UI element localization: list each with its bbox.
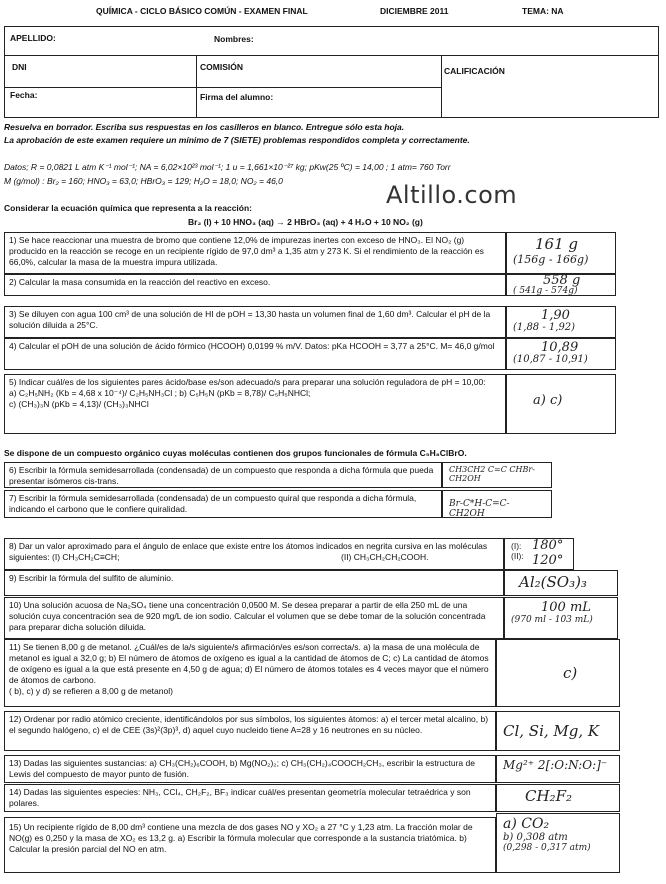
fecha-label: Fecha: bbox=[10, 90, 38, 100]
question-9: 9) Escribir la fórmula del sulfito de aluminio. bbox=[4, 570, 504, 596]
question-3: 3) Se diluyen con agua 100 cm³ de una solución de HI de pOH = 13,30 hasta un volumen final de 1,60 dm³. Calcular el pH de la solución diluida a 25°C. bbox=[4, 306, 506, 338]
exam-tema: TEMA: NA bbox=[522, 6, 564, 16]
answer-box-14: CH₂F₂ bbox=[496, 784, 620, 812]
answer-box-5: a) c) bbox=[506, 374, 616, 434]
question-12: 12) Ordenar por radio atómico creciente, identificándolos por sus símbolos, los siguientes átomos: a) el tercer metal alcalino, b) el segundo halógeno, c) el de CEE (3s)²(3p)³, d) aquel cuyo nucleido tiene A=28 y 16 neutrones en su núcleo. bbox=[4, 711, 496, 751]
answer-box-8: (I): (II): bbox=[504, 538, 574, 570]
question-13: 13) Dadas las siguientes sustancias: a) CH₃(CH₂)₆COOH, b) Mg(NO₂)₂; c) CH₃(CH₂)₄COOCH₂CH₃, escribir la estructura de Lewis del compuesto de mayor punto de fusión. bbox=[4, 755, 496, 783]
section2-intro: Se dispone de un compuesto orgánico cuyas moléculas contienen dos grupos funcionales de fórmula C₅H₈ClBrO. bbox=[4, 448, 467, 458]
apellido-label: APELLIDO: bbox=[10, 33, 56, 43]
datos-line2: M (g/mol) : Br₂ = 160; HNO₃ = 63,0; HBrO₃ = 129; H₂O = 18,0; NO₂ = 46,0 bbox=[4, 176, 283, 186]
question-5: 5) Indicar cuál/es de los siguientes pares ácido/base es/son adecuado/s para preparar una solución reguladora de pH = 10,00: a) C₂H₅NH₂ (Kb = 4,68 x 10⁻⁴)/ C₂H₅NH₃Cl ; b) C₅H₅N (pKb = 8,78)/ C₅H₅NHCl; c) (CH₃)₃N (pKb = 4,13)/ (CH₃)₃NHCl bbox=[4, 374, 506, 434]
comision-label: COMISIÓN bbox=[200, 62, 243, 72]
section1-intro: Considerar la ecuación química que representa a la reacción: bbox=[4, 203, 253, 213]
answer-8-i: 180° bbox=[532, 538, 564, 553]
answer-box-2: 558 g ( 541g - 574g) bbox=[506, 274, 616, 296]
answer-8-ii: 120° bbox=[532, 553, 564, 568]
dni-label: DNI bbox=[12, 62, 27, 72]
question-4: 4) Calcular el pOH de una solución de ácido fórmico (HCOOH) 0,0199 % m/V. Datos: pKa HCOOH = 3,77 a 25°C. M= 46,0 g/mol bbox=[4, 338, 506, 370]
question-7: 7) Escribir la fórmula semidesarrollada (condensada) de un compuesto quiral que responda a dicha fórmula, indicando el carbono que le confiere quiralidad. bbox=[4, 490, 442, 518]
exam-title: QUÍMICA - CICLO BÁSICO COMÚN - EXAMEN FINAL bbox=[96, 6, 308, 16]
answer-box-13: Mg²⁺ 2[:O:N:O:]⁻ bbox=[496, 755, 620, 783]
instructions-line1: Resuelva en borrador. Escriba sus respuestas en los casilleros en blanco. Entregue sólo esta hoja. bbox=[4, 122, 405, 132]
answer-box-15: a) CO₂ b) 0,308 atm (0,298 - 0,317 atm) bbox=[496, 813, 620, 873]
question-11: 11) Se tienen 8,00 g de metanol. ¿Cuál/es de la/s siguiente/s afirmación/es es/son correcta/s. a) la masa de una molécula de metanol es igual a 32,0 g; b) El número de átomos de oxígeno es igual a la cantidad de átomos de C; c) La cantidad de átomos de oxígeno es igual a la que está presente en 4,50 g de agua; d) El número de átomos totales es 4 veces mayor que el número de átomos de carbono. ( b), c) y d) se refieren a 8,00 g de metanol) bbox=[4, 639, 496, 707]
answer-box-9: Al₂(SO₃)₃ bbox=[504, 570, 618, 596]
watermark-logo: Altillo.com bbox=[386, 181, 518, 209]
question-8: 8) Dar un valor aproximado para el ángulo de enlace que existe entre los átomos indicados en negrita cursiva en las moléculas siguientes: (I) CH₃CH₂C≡CH; (II) CH₃CH₂CH₂COOH. bbox=[4, 538, 504, 570]
firma-label: Firma del alumno: bbox=[200, 92, 274, 102]
exam-date: DICIEMBRE 2011 bbox=[380, 6, 449, 16]
answer-box-1: 161 g (156g - 166g) bbox=[506, 232, 616, 274]
answer-box-6: CH3CH2 C=C CHBr-CH2OH bbox=[442, 462, 552, 488]
question-10: 10) Una solución acuosa de Na₂SO₄ tiene una concentración 0,0500 M. Se desea preparar a partir de ella 250 mL de una solución cuya concentración sea de 920 mg/L de ion sodio. Calcular el volumen que se debe tomar de la solución concentrada para preparar dicha solución diluida. bbox=[4, 597, 504, 639]
answer-box-3: 1,90 (1,88 - 1,92) bbox=[506, 306, 616, 338]
calificacion-label: CALIFICACIÓN bbox=[444, 66, 505, 76]
answer-box-12: Cl, Si, Mg, K bbox=[496, 711, 620, 751]
question-2: 2) Calcular la masa consumida en la reacción del reactivo en exceso. bbox=[4, 274, 506, 296]
answer-box-4: 10,89 (10,87 - 10,91) bbox=[506, 338, 616, 370]
answer-box-11: c) bbox=[496, 639, 620, 707]
section1-equation: Br₂ (l) + 10 HNO₃ (aq) → 2 HBrO₃ (aq) + 4 H₂O + 10 NO₂ (g) bbox=[188, 217, 423, 227]
question-1: 1) Se hace reaccionar una muestra de bromo que contiene 12,0% de impurezas inertes con exceso de HNO₃. El NO₂ (g) producido en la reacción se recoge en un recipiente rígido de 97,0 dm³ a 1,35 atm y 273 K. Si el rendimiento de la reacción es 66,0%, calcular la masa de la muestra impura utilizada. bbox=[4, 232, 506, 274]
instructions-line2: La aprobación de este examen requiere un mínimo de 7 (SIETE) problemas respondidos completa y correctamente. bbox=[4, 135, 470, 145]
answer-box-7: Br-C*H-C=C-CH2OH bbox=[442, 490, 552, 518]
student-info-form bbox=[4, 26, 659, 118]
question-15: 15) Un recipiente rígido de 8,00 dm³ contiene una mezcla de dos gases NO y XO₂ a 27 °C y 1,23 atm. La fracción molar de NO(g) es 0,250 y la masa de XO₂ es 13,2 g. a) Escribir la fórmula molecular que corresponde a la sustancia triatómica. b) Calcular la presión parcial del NO en atm. bbox=[4, 817, 496, 873]
question-14: 14) Dadas las siguientes especies: NH₃, CCl₄, CH₂F₂, BF₃ indicar cuál/es presentan geometría molecular tetraédrica y son polares. bbox=[4, 784, 496, 812]
question-6: 6) Escribir la fórmula semidesarrollada (condensada) de un compuesto que responda a dicha fórmula que pueda presentar isómeros cis-trans. bbox=[4, 462, 442, 488]
answer-box-10: 100 mL (970 ml - 103 mL) bbox=[504, 597, 618, 639]
nombres-label: Nombres: bbox=[214, 34, 254, 44]
datos-line1: Datos; R = 0,0821 L atm K⁻¹ mol⁻¹; NA = 6,02×10²³ mol⁻¹; 1 u = 1,661×10⁻²⁷ kg; pKw(25 ºC) = 14,00 ; 1 atm= 760 Torr bbox=[4, 162, 451, 172]
